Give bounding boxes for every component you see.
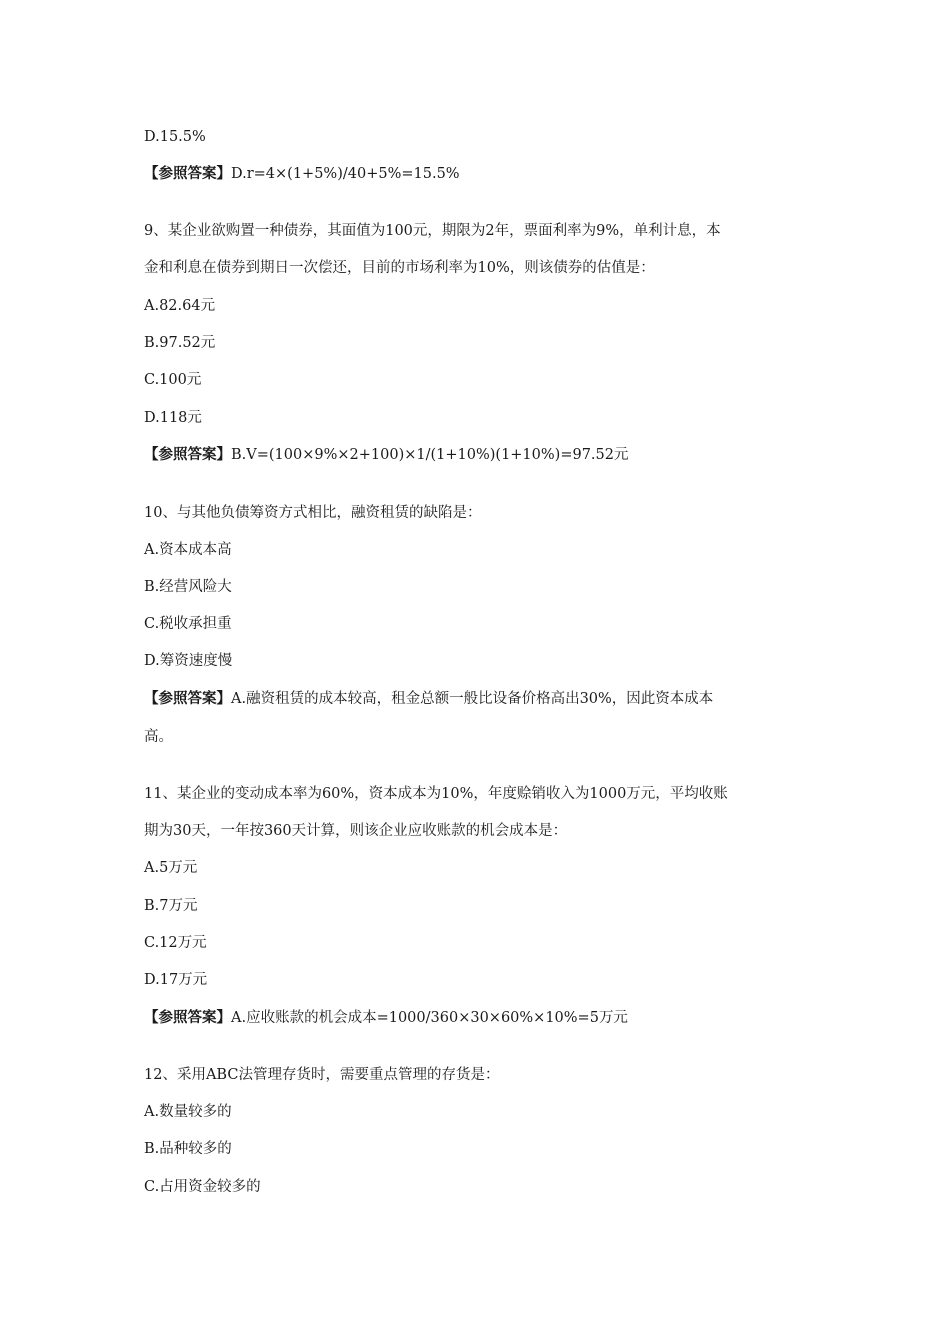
answer-text: A.融资租赁的成本较高，租金总额一般比设备价格高出30%，因此资本成本 xyxy=(231,691,714,707)
q9-stem-line1: 9、某企业欲购置一种债券，其面值为100元，期限为2年，票面利率为9%，单利计息，本 xyxy=(144,223,721,239)
q11-option-d: D.17万元 xyxy=(144,972,208,988)
q11-answer xyxy=(144,1008,830,1028)
q8-answer xyxy=(144,164,830,184)
q11-stem-line1: 11、某企业的变动成本率为60%，资本成本为10%，年度赊销收入为1000万元，平均收账 xyxy=(144,786,728,802)
q11-option-a: A.5万元 xyxy=(144,860,198,876)
q11-option-b: B.7万元 xyxy=(144,898,198,914)
q11-option-c: C.12万元 xyxy=(144,935,207,951)
q10-option-b: B.经营风险大 xyxy=(144,579,232,595)
answer-tag: 【参照答案】 xyxy=(144,1009,231,1026)
q11-stem-line2: 期为30天，一年按360天计算，则该企业应收账款的机会成本是： xyxy=(144,823,568,839)
q10-stem: 10、与其他负债筹资方式相比，融资租赁的缺陷是： xyxy=(144,505,482,521)
answer-tag: 【参照答案】 xyxy=(144,446,231,463)
q10-option-a: A.资本成本高 xyxy=(144,542,232,558)
q9-stem-line2: 金和利息在债券到期日一次偿还，目前的市场利率为10%，则该债券的估值是： xyxy=(144,260,655,276)
answer-text: B.V=(100×9%×2+100)×1/(1+10%)(1+10%)=97.52元 xyxy=(231,447,629,463)
answer-tag: 【参照答案】 xyxy=(144,165,231,182)
q10-option-c: C.税收承担重 xyxy=(144,616,232,632)
q9-option-d: D.118元 xyxy=(144,410,202,426)
q8-option-d: D.15.5% xyxy=(144,129,206,145)
answer-text: D.r=4×(1+5%)/40+5%=15.5% xyxy=(231,166,460,182)
q9-option-c: C.100元 xyxy=(144,372,202,388)
q12-stem: 12、采用ABC法管理存货时，需要重点管理的存货是： xyxy=(144,1067,500,1083)
q12-option-a: A.数量较多的 xyxy=(144,1104,232,1120)
q10-option-d: D.筹资速度慢 xyxy=(144,653,233,669)
q12-option-b: B.品种较多的 xyxy=(144,1141,232,1157)
q9-option-a: A.82.64元 xyxy=(144,298,216,314)
answer-text: A.应收账款的机会成本=1000/360×30×60%×10%=5万元 xyxy=(231,1010,628,1026)
q12-option-c: C.占用资金较多的 xyxy=(144,1179,261,1195)
q10-answer-cont: 高。 xyxy=(144,729,173,745)
q9-option-b: B.97.52元 xyxy=(144,335,216,351)
q10-answer xyxy=(144,689,830,709)
q9-answer xyxy=(144,445,830,465)
answer-tag: 【参照答案】 xyxy=(144,690,231,707)
